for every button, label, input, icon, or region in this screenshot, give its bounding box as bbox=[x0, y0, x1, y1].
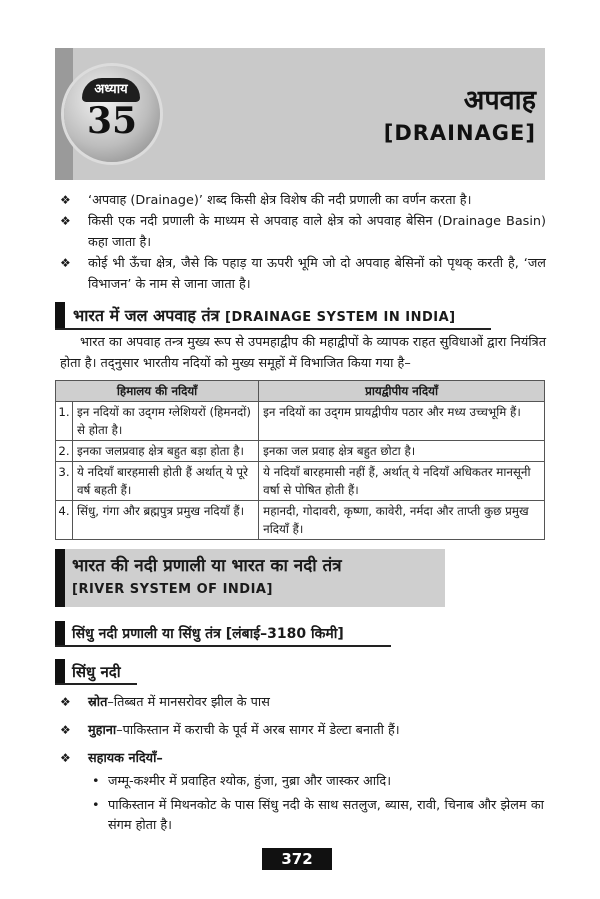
intro-bullet bbox=[60, 211, 546, 253]
row-number: 3. bbox=[56, 462, 73, 501]
indus-fact-item bbox=[60, 748, 546, 769]
section-bar bbox=[55, 549, 65, 607]
himalayan-cell: ये नदियाँ बारहमासी होती हैं अर्थात् ये पूरे वर्ष बहती हैं। bbox=[73, 462, 259, 501]
chapter-title-hindi: अपवाह bbox=[463, 85, 536, 116]
fact-label: मुहाना bbox=[88, 723, 117, 738]
intro-bullet-text: ‘अपवाह (Drainage)’ शब्द किसी क्षेत्र विशेष की नदी प्रणाली का वर्णन करता है। bbox=[88, 193, 472, 208]
column-header-himalayan: हिमालय की नदियाँ bbox=[56, 381, 259, 402]
peninsular-cell: ये नदियाँ बारहमासी नहीं हैं, अर्थात् ये नदियाँ अधिकतर मानसूनी वर्षा से पोषित होती हैं। bbox=[259, 462, 545, 501]
section-title-english: [DRAINAGE SYSTEM IN INDIA] bbox=[225, 310, 456, 325]
section-bar bbox=[55, 621, 65, 645]
table-row bbox=[56, 462, 545, 501]
tributary-item bbox=[92, 796, 544, 836]
section-bar bbox=[55, 659, 65, 683]
intro-bullet-text: कोई भी ऊँचा क्षेत्र, जैसे कि पहाड़ या ऊपरी भूमि जो दो अपवाह बेसिनों को पृथक् करती है, ‘जल विभाजन’ के नाम से जाना जाता है। bbox=[88, 256, 546, 292]
column-header-peninsular: प्रायद्वीपीय नदियाँ bbox=[259, 381, 545, 402]
chapter-title-english: [DRAINAGE] bbox=[383, 121, 536, 145]
tributary-text: पाकिस्तान में मिथनकोट के पास सिंधु नदी के साथ सतलुज, ब्यास, रावी, चिनाब और झेलम का संगम होता है। bbox=[108, 798, 544, 833]
section-bar bbox=[55, 302, 65, 328]
fact-label: सहायक नदियाँ– bbox=[88, 751, 163, 766]
chapter-number: 35 bbox=[86, 100, 138, 142]
tributary-item bbox=[92, 772, 544, 792]
tributary-text: जम्मू-कश्मीर में प्रवाहित श्योक, हुंजा, नुब्रा और जास्कर आदि। bbox=[108, 774, 392, 789]
row-number: 1. bbox=[56, 402, 73, 441]
subsection-title: सिंधु नदी प्रणाली या सिंधु तंत्र [लंबाई–3180 किमी] bbox=[72, 626, 344, 642]
intro-bullet bbox=[60, 253, 546, 295]
intro-paragraph: भारत का अपवाह तन्त्र मुख्य रूप से उपमहाद्वीप की महाद्वीपों के व्यापक राहत सुविधाओं द्वारा नियंत्रित होता है। तद्नुसार भारतीय नदियों को मुख्य समूहों में विभाजित किया गया है– bbox=[60, 335, 546, 371]
dot-bullet-icon: • bbox=[92, 798, 100, 813]
diamond-bullet-icon: ❖ bbox=[60, 256, 71, 270]
diamond-bullet-icon: ❖ bbox=[60, 193, 71, 207]
intro-bullet bbox=[60, 190, 546, 211]
indus-fact-item bbox=[60, 692, 546, 713]
peninsular-cell: इन नदियों का उद्‌गम प्रायद्वीपीय पठार और मध्य उच्चभूमि हैं। bbox=[259, 402, 545, 441]
indus-river-title: सिंधु नदी bbox=[72, 663, 121, 681]
diamond-bullet-icon: ❖ bbox=[60, 751, 71, 765]
section-title-hindi: भारत में जल अपवाह तंत्र bbox=[73, 306, 220, 325]
intro-bullet-text: किसी एक नदी प्रणाली के माध्यम से अपवाह वाले क्षेत्र को अपवाह बेसिन (Drainage Basin) कहा जाता है। bbox=[88, 214, 546, 250]
section-heading-drainage-india bbox=[55, 302, 491, 330]
peninsular-cell: इनका जल प्रवाह क्षेत्र बहुत छोटा है। bbox=[259, 441, 545, 462]
fact-text: –पाकिस्तान में कराची के पूर्व में अरब सागर में डेल्टा बनाती हैं। bbox=[116, 723, 400, 738]
diamond-bullet-icon: ❖ bbox=[60, 723, 71, 737]
comparison-table bbox=[55, 380, 545, 540]
table-row bbox=[56, 402, 545, 441]
fact-text: –तिब्बत में मानसरोवर झील के पास bbox=[107, 695, 270, 710]
himalayan-cell: सिंधु, गंगा और ब्रह्मपुत्र प्रमुख नदियाँ हैं। bbox=[73, 501, 259, 540]
table-row bbox=[56, 441, 545, 462]
row-number: 4. bbox=[56, 501, 73, 540]
table-row bbox=[56, 501, 545, 540]
page-number: 372 bbox=[262, 848, 332, 870]
diamond-bullet-icon: ❖ bbox=[60, 214, 71, 228]
indus-fact-item bbox=[60, 720, 546, 741]
himalayan-cell: इन नदियों का उद्‌गम ग्लेशियरों (हिमनदों) से होता है। bbox=[73, 402, 259, 441]
himalayan-cell: इनका जलप्रवाह क्षेत्र बहुत बड़ा होता है। bbox=[73, 441, 259, 462]
peninsular-cell: महानदी, गोदावरी, कृष्णा, कावेरी, नर्मदा और ताप्ती कुछ प्रमुख नदियाँ हैं। bbox=[259, 501, 545, 540]
fact-label: स्रोत bbox=[88, 695, 108, 710]
section-title-english: [RIVER SYSTEM OF INDIA] bbox=[72, 582, 273, 597]
dot-bullet-icon: • bbox=[92, 774, 100, 789]
table-header-row bbox=[56, 381, 545, 402]
section-title-hindi: भारत की नदी प्रणाली या भारत का नदी तंत्र bbox=[72, 556, 342, 576]
diamond-bullet-icon: ❖ bbox=[60, 695, 71, 709]
row-number: 2. bbox=[56, 441, 73, 462]
chapter-label: अध्याय bbox=[82, 78, 140, 102]
